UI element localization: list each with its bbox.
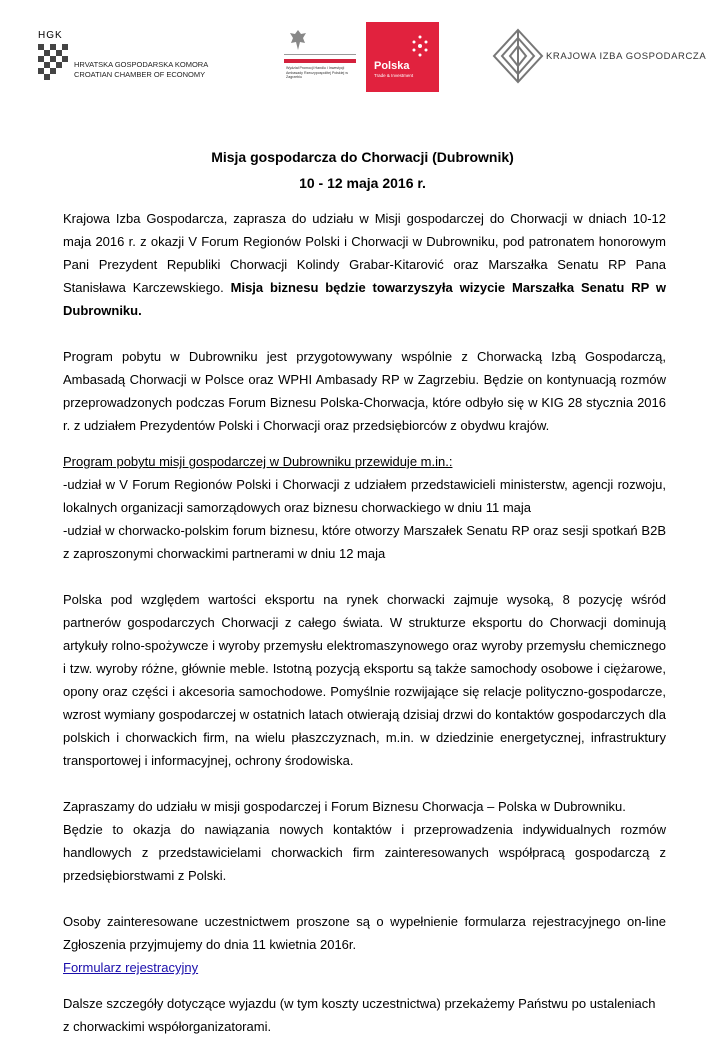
embassy-logo <box>284 28 364 98</box>
paragraph-registration: Osoby zainteresowane uczestnictwem proszone są o wypełnienie formularza rejestracyjnego on-line Zgłoszenia przyjmujemy do dnia 11 kwietnia 2016r. <box>63 914 666 952</box>
title-line-2: 10 - 12 maja 2016 r. <box>299 175 426 191</box>
paragraph-program-prep: Program pobytu w Dubrowniku jest przygotowywany wspólnie z Chorwacką Izbą Gospodarczą, Ambasadą Chorwacji w Polsce oraz WPHI Ambasady RP w Zagrzebiu. Będzie on kontynuacją rozmów przeprowadzonych podczas Forum Biznesu Polska-Chorwacja, które odbyło się w KIG 28 stycznia 2016 r. z udziałem Prezydentów Polski i Chorwacji oraz przedsiębiorców z obydwu krajów. <box>63 349 666 433</box>
document-body <box>63 207 666 1038</box>
registration-form-link[interactable]: Formularz rejestracyjny <box>63 960 199 975</box>
paragraph-details-2: z chorwackimi współorganizatorami. <box>63 1019 272 1034</box>
letterhead <box>0 22 725 102</box>
polska-brand-word: Polska <box>374 60 410 72</box>
kig-emblem-icon <box>492 28 544 84</box>
eagle-emblem-icon <box>288 28 308 52</box>
polska-brand-logo <box>366 22 439 92</box>
polska-brand-sub: Trade & Investment <box>374 73 414 78</box>
program-heading: Program pobytu misji gospodarczej w Dubrowniku przewiduje m.in.: <box>63 454 453 469</box>
polish-flag <box>284 54 356 63</box>
document-title <box>0 144 725 196</box>
embassy-name: Wydział Promocji Handlu i Inwestycji Ambasady Rzeczypospolitej Polskiej w Zagrzebiu <box>286 66 348 80</box>
registration-link-line <box>63 956 666 979</box>
checkerboard-icon <box>38 44 72 84</box>
hgk-name-hr: HRVATSKA GOSPODARSKA KOMORA <box>74 60 209 69</box>
invitation-bold: Misja biznesu będzie towarzyszyła wizycie Marszałka Senatu RP w Dubrowniku. <box>63 280 666 318</box>
kig-name: KRAJOWA IZBA GOSPODARCZA <box>546 51 707 62</box>
paragraph-export: Polska pod względem wartości eksportu na rynek chorwacki zajmuje wysoką, 8 pozycję wśród partnerów gospodarczych Chorwacji z całego świata. W strukturze eksportu do Chorwacji dominują artykuły rolno-spożywcze i wyroby przemysłu elektromaszynowego oraz wyroby przemysłu chemicznego i tzw. wyroby różne, głównie meble. Istotną pozycją eksportu są także samochody osobowe i ciężarowe, opony oraz części i akcesoria samochodowe. Pomyślnie rozwijające się relacje polityczno-gospodarcze, wzrost wymiany gospodarczej w ostatnich latach otwierają dzisiaj drzwi do kontaktów gospodarczych dla polskich i chorwackich firm, na wielu płaszczyznach, m.in. w dziedzinie energetycznej, infrastruktury transportowej i informacyjnej, ochrony środowiska. <box>63 592 666 768</box>
paragraph-details-1: Dalsze szczegóły dotyczące wyjazdu (w tym koszty uczestnictwa) przekażemy Państwu po ustaleniach <box>63 996 656 1011</box>
hgk-logo <box>38 30 238 100</box>
title-line-1: Misja gospodarcza do Chorwacji (Dubrownik) <box>211 149 514 165</box>
hgk-name-en: CROATIAN CHAMBER OF ECONOMY <box>74 70 206 79</box>
paragraph-invitation <box>63 207 666 322</box>
folk-pattern-icon <box>408 34 432 58</box>
hgk-letters: HGK <box>38 30 63 41</box>
program-item-2: -udział w chorwacko-polskim forum biznesu, które otworzy Marszałek Senatu RP oraz sesji spotkań B2B z zaproszonymi chorwackimi partnerami w dniu 12 maja <box>63 523 666 561</box>
paragraph-invite-forum: Zapraszamy do udziału w misji gospodarczej i Forum Biznesu Chorwacja – Polska w Dubrowniku. <box>63 799 626 814</box>
hgk-name <box>74 60 208 80</box>
kig-logo <box>492 28 707 88</box>
paragraph-opportunity: Będzie to okazja do nawiązania nowych kontaktów i przeprowadzenia indywidualnych rozmów handlowych z przedstawicielami chorwackich firm zainteresowanych współpracą gospodarczą z przedsiębiorstwami z Polski. <box>63 822 666 883</box>
program-item-1: -udział w V Forum Regionów Polski i Chorwacji z udziałem przedstawicieli ministerstw, agencji rozwoju, lokalnych organizacji samorządowych oraz biznesu chorwackiego w dniu 11 maja <box>63 477 666 515</box>
invitation-text: Krajowa Izba Gospodarcza, zaprasza do udziału w Misji gospodarczej do Chorwacji w dniach 10-12 maja 2016 r. z okazji V Forum Regionów Polski i Chorwacji w Dubrowniku, pod patronatem honorowym Pani Prezydent Republiki Chorwacji Kolindy Grabar-Kitarović oraz Marszałka Senatu RP Pana Stanisława Karczewskiego. <box>63 211 666 295</box>
